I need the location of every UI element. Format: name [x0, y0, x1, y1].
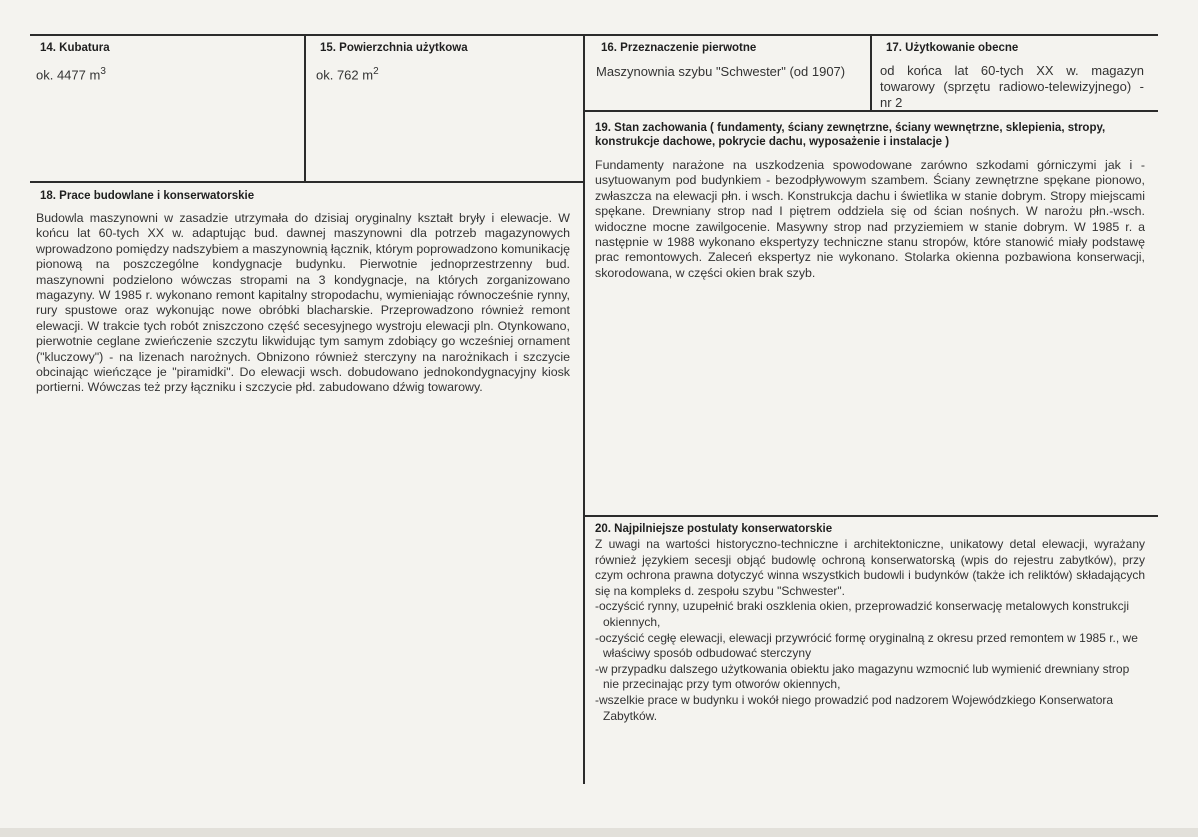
postulaty-title: 20. Najpilniejsze postulaty konserwatorskie — [595, 523, 833, 535]
postulaty-content — [595, 537, 1145, 724]
uzytkowanie-title: 17. Użytkowanie obecne — [886, 42, 1019, 54]
top-border-line — [30, 34, 1158, 36]
prace-budowlane-paragraph: Budowla maszynowni w zasadzie utrzymała do dzisiaj oryginalny kształt bryły i elewacje. W końcu lat 60-tych XX w. adaptując bud. dawnej maszynowni dla potrzeb magazynowych wprowadzono pomiędzy nadszybiem a maszynownią łącznik, którym poprowadzono komunikację pionową na poszczególne kondygnacje budynku. Pierwotnie jednoprzestrzenny bud. maszynowni podzielono wówczas stropami na 3 kondygnacje, na których zorganizowano magazyny. W 1985 r. wykonano remont kapitalny stropodachu, wymieniając równocześnie rynny, rury spustowe oraz wykonując nowe obróbki blacharskie. Przeprowadzono również remont elewacji. W trakcie tych robót zniszczono część secesyjnego wystroju elewacji pln. Otynkowano, pierwotnie ceglane zwieńczenie szczytu likwidując tym samym zdobiący go wcześniej ornament ("kluczowy") - na lizenach narożnych. Obnizono również sterczyny na narożnikach i szczycie obcinając wieńczące je "piramidki". Do elewacji wsch. dobudowano jednokondygnacyjny kiosk portierni. Wówczas też przy łączniku i szczycie płd. zabudowano dźwig towarowy. — [36, 211, 570, 395]
divider-16-17 — [870, 34, 872, 111]
przeznaczenie-title: 16. Przeznaczenie pierwotne — [601, 42, 757, 54]
postulat-item: - wszelkie prace w budynku i wokół niego prowadzić pod nadzorem Wojewódzkiego Konserwatora Zabytków. — [595, 693, 1145, 724]
powierzchnia-title: 15. Powierzchnia użytkowa — [320, 42, 468, 54]
section-20-top-line — [584, 515, 1158, 517]
przeznaczenie-value: Maszynownia szybu "Schwester" (od 1907) — [596, 64, 846, 79]
prace-budowlane-title: 18. Prace budowlane i konserwatorskie — [40, 190, 255, 202]
uzytkowanie-value: od końca lat 60-tych XX w. magazyn towarowy (sprzętu radiowo-telewizyjnego) - nr 2 — [880, 63, 1144, 110]
kubatura-value: ok. 4477 $m^3$ — [36, 66, 106, 83]
stan-zachowania-title: 19. Stan zachowania ( fundamenty, ściany zewnętrzne, ściany wewnętrzne, sklepienia, stropy, konstrukcje dachowe, pokrycie dachu, wyposażenie i instalacje ) — [595, 122, 1106, 148]
scan-bottom-edge — [0, 828, 1198, 837]
main-vertical-divider — [583, 34, 585, 784]
postulaty-list — [595, 599, 1145, 724]
powierzchnia-value: ok. 762 $m^2$ — [316, 66, 379, 83]
prace-budowlane-text — [36, 211, 570, 396]
stan-zachowania-text — [595, 158, 1145, 281]
section-18-top-line — [30, 181, 584, 183]
kubatura-title: 14. Kubatura — [40, 42, 110, 54]
postulaty-intro: Z uwagi na wartości historyczno-techniczne i architektoniczne, unikatowy detal elewacji, wyrażany również językiem secesji objąć budowlę ochroną konserwatorską (wpis do rejestru zabytków), przy czym ochrona prawna dotyczyć winna wszystkich budowli i budynków (także ich reliktów) składających się na kompleks d. zespołu szybu "Schwester". — [595, 537, 1145, 598]
postulat-item: - oczyścić cegłę elewacji, elewacji przywrócić formę oryginalną z okresu przed remontem w 1985 r., we właściwy sposób odbudować sterczyny — [595, 631, 1145, 662]
postulat-item: - w przypadku dalszego użytkowania obiektu jako magazynu wzmocnić lub wymienić drewniany strop nie przecinając przy tym otworów okiennych, — [595, 662, 1145, 693]
postulat-item: - oczyścić rynny, uzupełnić braki oszklenia okien, przeprowadzić konserwację metalowych konstrukcji okiennych, — [595, 599, 1145, 630]
divider-14-15 — [304, 34, 306, 182]
stan-zachowania-paragraph: Fundamenty narażone na uszkodzenia spowodowane zarówno szkodami górniczymi jak i - usytuowanym pod budynkiem - bezodpływowym szambem. Ściany zewnętrzne spękane pionowo, zwłaszcza na elewacji płn. i wsch. Konstrukcja dachu i świetlika w stanie dobrym. Stropy miejscami spękane. Drewniany strop nad I piętrem oddziela się od ścian nośnych. W narożu płn.-wsch. widoczne mocne zawilgocenie. Masywny strop nad przyziemiem w stanie dobrym. W 1985 r. a następnie w 1988 wykonano ekspertyzy techniczne stanu stropów, które stanowić miały podstawę prac remontowych. Zaleceń ekspertyz nie wykonano. Stolarka okienna pozbawiona konserwacji, skorodowana, w części okien brak szyb. — [595, 158, 1145, 280]
